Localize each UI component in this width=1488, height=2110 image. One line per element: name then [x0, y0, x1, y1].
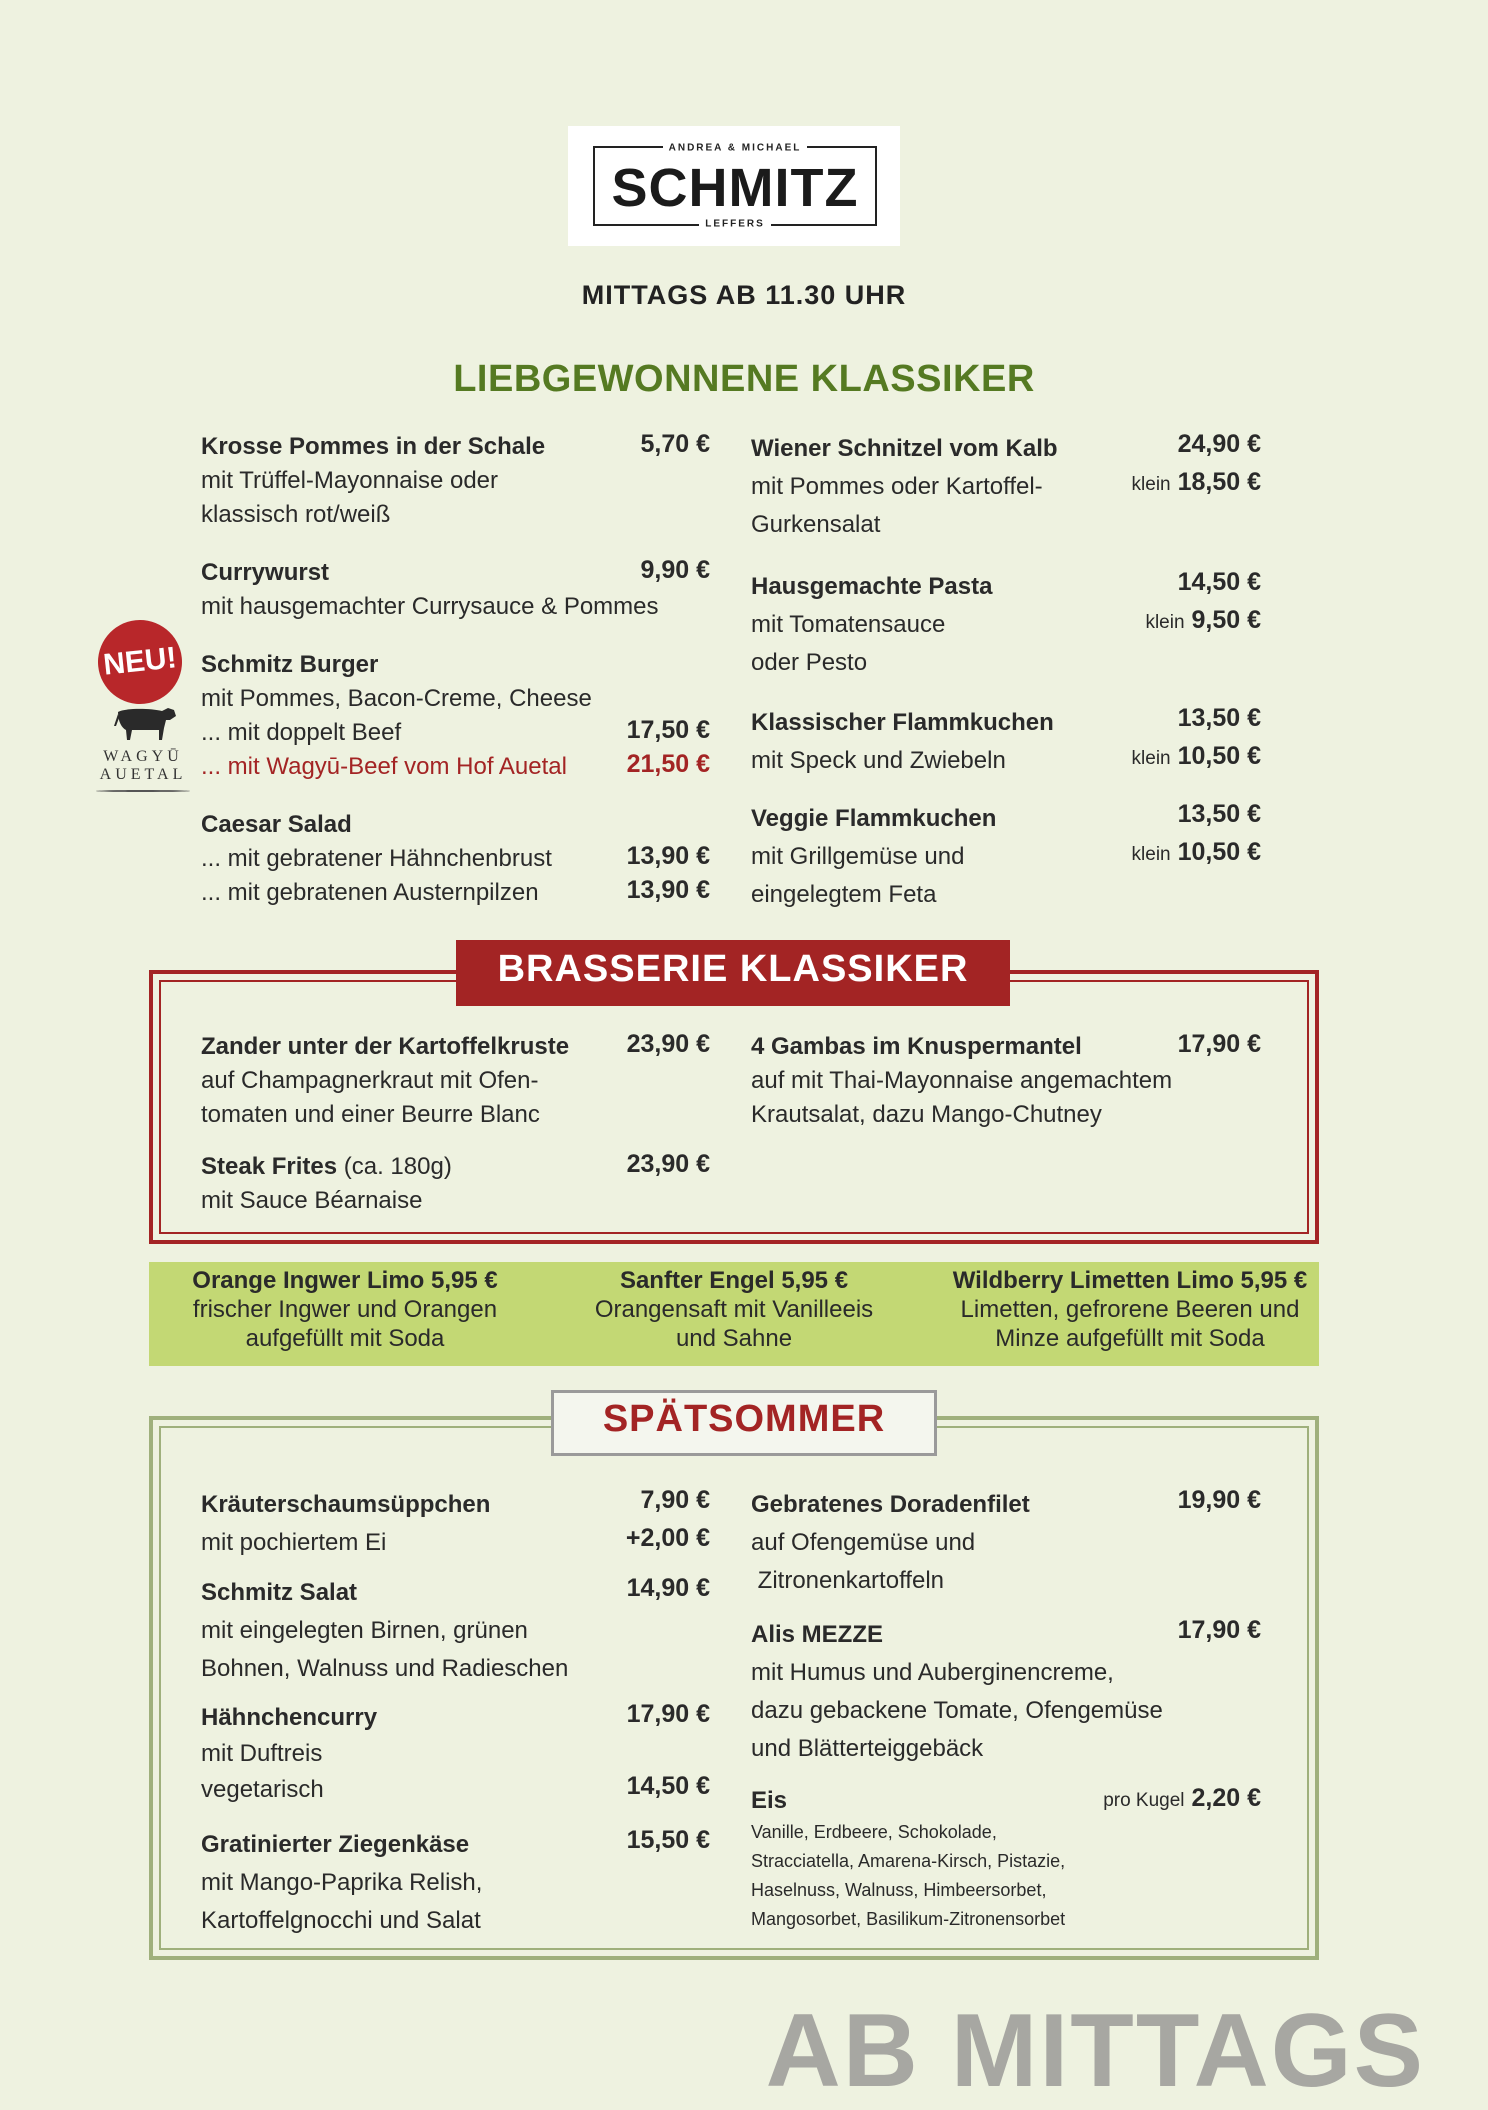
item-price: pro Kugel 2,20 € — [1103, 1784, 1261, 1812]
item-price: 17,90 € — [626, 1700, 710, 1728]
item-desc: eingelegtem Feta — [751, 881, 937, 908]
item-desc: mit Pommes, Bacon-Creme, Cheese — [201, 685, 592, 712]
item-price: 5,70 € — [640, 430, 710, 458]
item-desc: mit Speck und Zwiebeln — [751, 747, 1006, 774]
section-title-klassiker: LIEBGEWONNENE KLASSIKER — [453, 358, 1035, 400]
cow-icon — [110, 702, 180, 742]
item-name: Alis MEZZE — [751, 1621, 884, 1648]
drink-desc: aufgefüllt mit Soda — [245, 1325, 445, 1352]
menu-item — [751, 1486, 1030, 1600]
item-price: 15,50 € — [626, 1826, 710, 1854]
item-price: 17,90 € — [1177, 1616, 1261, 1644]
item-name: 4 Gambas im Knuspermantel — [751, 1033, 1082, 1060]
item-desc: Kartoffelgnocchi und Salat — [201, 1907, 481, 1934]
item-price: 13,90 € — [626, 876, 710, 904]
item-price: 21,50 € — [626, 750, 710, 778]
item-desc: und Blätterteiggebäck — [751, 1735, 984, 1762]
item-price: 23,90 € — [626, 1030, 710, 1058]
item-desc: dazu gebackene Tomate, Ofengemüse — [751, 1697, 1163, 1724]
item-desc: Vanille, Erdbeere, Schokolade, — [751, 1822, 997, 1842]
item-desc: Stracciatella, Amarena-Kirsch, Pistazie, — [751, 1851, 1066, 1871]
item-desc: Mangosorbet, Basilikum-Zitronensorbet — [751, 1909, 1066, 1929]
item-name: Wiener Schnitzel vom Kalb — [751, 435, 1058, 462]
item-name: Gebratenes Doradenfilet — [751, 1491, 1030, 1518]
drink-item — [554, 1266, 914, 1353]
item-price: 14,90 € — [626, 1574, 710, 1602]
item-name: Gratinierter Ziegenkäse — [201, 1831, 470, 1858]
logo-bottom-text: LEFFERS — [595, 219, 875, 230]
wagyu-underline — [96, 790, 190, 792]
drink-name: Wildberry Limetten Limo 5,95 € — [952, 1267, 1308, 1294]
item-price: 13,50 € — [1177, 704, 1261, 732]
item-price-small: klein 9,50 € — [1145, 606, 1261, 634]
wagyu-text: WAGYŪ — [103, 748, 183, 765]
item-desc: mit Trüffel-Mayonnaise oder — [201, 467, 499, 494]
item-desc: Krautsalat, dazu Mango-Chutney — [751, 1101, 1102, 1128]
item-price: 14,50 € — [1177, 568, 1261, 596]
menu-item — [201, 1486, 490, 1562]
menu-item — [201, 648, 592, 784]
menu-item — [751, 1616, 1163, 1768]
new-badge: NEU! — [94, 616, 186, 708]
item-price-small: klein 18,50 € — [1131, 468, 1261, 496]
logo-main-text: SCHMITZ — [611, 158, 859, 218]
section-title-spaetsommer: SPÄTSOMMER — [602, 1398, 886, 1440]
item-name: Schmitz Salat — [201, 1579, 358, 1606]
item-price: 13,50 € — [1177, 800, 1261, 828]
item-name: Eis — [751, 1787, 788, 1814]
item-desc: mit Tomatensauce — [751, 611, 946, 638]
item-desc: Haselnuss, Walnuss, Himbeersorbet, — [751, 1880, 1047, 1900]
item-price: 24,90 € — [1177, 430, 1261, 458]
item-name: Veggie Flammkuchen — [751, 805, 997, 832]
item-desc: Gurkensalat — [751, 511, 881, 538]
item-desc: mit Duftreis — [201, 1740, 323, 1767]
drink-name: Sanfter Engel 5,95 € — [619, 1267, 849, 1294]
menu-item — [201, 1150, 452, 1218]
menu-item — [201, 1030, 569, 1132]
item-desc: mit eingelegten Birnen, grünen — [201, 1617, 528, 1644]
item-desc: mit Grillgemüse und — [751, 843, 965, 870]
section-title-brasserie: BRASSERIE KLASSIKER — [497, 948, 969, 990]
item-name: Currywurst — [201, 559, 330, 586]
item-option: ... mit gebratener Hähnchenbrust — [201, 845, 552, 872]
item-desc: mit Mango-Paprika Relish, — [201, 1869, 483, 1896]
menu-item — [751, 430, 1058, 544]
menu-item — [751, 800, 996, 914]
item-desc: oder Pesto — [751, 649, 868, 676]
drink-desc: Limetten, gefrorene Beeren und — [960, 1296, 1300, 1323]
opening-time: MITTAGS AB 11.30 UHR — [581, 280, 907, 310]
menu-item — [201, 1700, 377, 1808]
item-desc: tomaten und einer Beurre Blanc — [201, 1101, 540, 1128]
item-price: 9,90 € — [640, 556, 710, 584]
item-name: Hähnchencurry — [201, 1704, 378, 1731]
menu-item — [751, 568, 992, 682]
item-price: 14,50 € — [626, 1772, 710, 1800]
drink-item — [944, 1266, 1316, 1353]
wagyu-label — [88, 748, 198, 784]
item-desc: klassisch rot/weiß — [201, 501, 391, 528]
drink-desc: und Sahne — [675, 1325, 793, 1352]
item-option: ... mit gebratenen Austernpilzen — [201, 879, 539, 906]
menu-item — [201, 556, 659, 624]
menu-item — [751, 704, 1054, 780]
drink-desc: Orangensaft mit Vanilleeis — [594, 1296, 874, 1323]
item-desc: mit Pommes oder Kartoffel- — [751, 473, 1043, 500]
item-name: Zander unter der Kartoffelkruste — [201, 1033, 570, 1060]
item-name: Krosse Pommes in der Schale — [201, 433, 546, 460]
item-desc: vegetarisch — [201, 1776, 324, 1803]
item-desc: mit Sauce Béarnaise — [201, 1187, 423, 1214]
item-name: Schmitz Burger — [201, 651, 379, 678]
item-price: 13,90 € — [626, 842, 710, 870]
item-price: 17,50 € — [626, 716, 710, 744]
item-price-small: klein 10,50 € — [1131, 742, 1261, 770]
drink-name: Orange Ingwer Limo 5,95 € — [192, 1267, 498, 1294]
item-name-extra: (ca. 180g) — [337, 1153, 452, 1180]
logo — [593, 142, 877, 230]
item-desc: mit Humus und Auberginencreme, — [751, 1659, 1114, 1686]
item-desc: auf Ofengemüse und — [751, 1529, 976, 1556]
item-name: Hausgemachte Pasta — [751, 573, 993, 600]
footer-title: AB MITTAGS — [765, 1993, 1425, 2109]
menu-item — [751, 1030, 1172, 1132]
item-price: 19,90 € — [1177, 1486, 1261, 1514]
menu-item — [201, 430, 545, 532]
item-desc: mit pochiertem Ei — [201, 1529, 387, 1556]
drink-desc: frischer Ingwer und Orangen — [192, 1296, 498, 1323]
menu-item — [751, 1784, 1065, 1934]
item-desc: Zitronenkartoffeln — [751, 1567, 944, 1594]
item-name: Caesar Salad — [201, 811, 352, 838]
item-desc: Bohnen, Walnuss und Radieschen — [201, 1655, 569, 1682]
item-price: 7,90 € — [640, 1486, 710, 1514]
item-name: Kräuterschaumsüppchen — [201, 1491, 491, 1518]
menu-item — [201, 1574, 568, 1688]
item-desc: auf Champagnerkraut mit Ofen- — [201, 1067, 539, 1094]
item-name: Steak Frites — [201, 1153, 338, 1180]
item-desc: mit hausgemachter Currysauce & Pommes — [201, 593, 659, 620]
item-price: 23,90 € — [626, 1150, 710, 1178]
logo-top-text: ANDREA & MICHAEL — [595, 143, 875, 154]
auetal-text: AUETAL — [99, 766, 187, 783]
drink-desc: Minze aufgefüllt mit Soda — [995, 1325, 1265, 1352]
item-option: ... mit doppelt Beef — [201, 719, 402, 746]
drink-item — [165, 1266, 525, 1353]
item-desc: auf mit Thai-Mayonnaise angemachtem — [751, 1067, 1173, 1094]
item-price-extra: +2,00 € — [625, 1524, 710, 1552]
menu-item — [201, 808, 552, 910]
item-option-wagyu: ... mit Wagyū-Beef vom Hof Auetal — [201, 753, 567, 780]
item-price-small: klein 10,50 € — [1131, 838, 1261, 866]
menu-item — [201, 1826, 482, 1940]
item-price: 17,90 € — [1177, 1030, 1261, 1058]
item-name: Klassischer Flammkuchen — [751, 709, 1054, 736]
